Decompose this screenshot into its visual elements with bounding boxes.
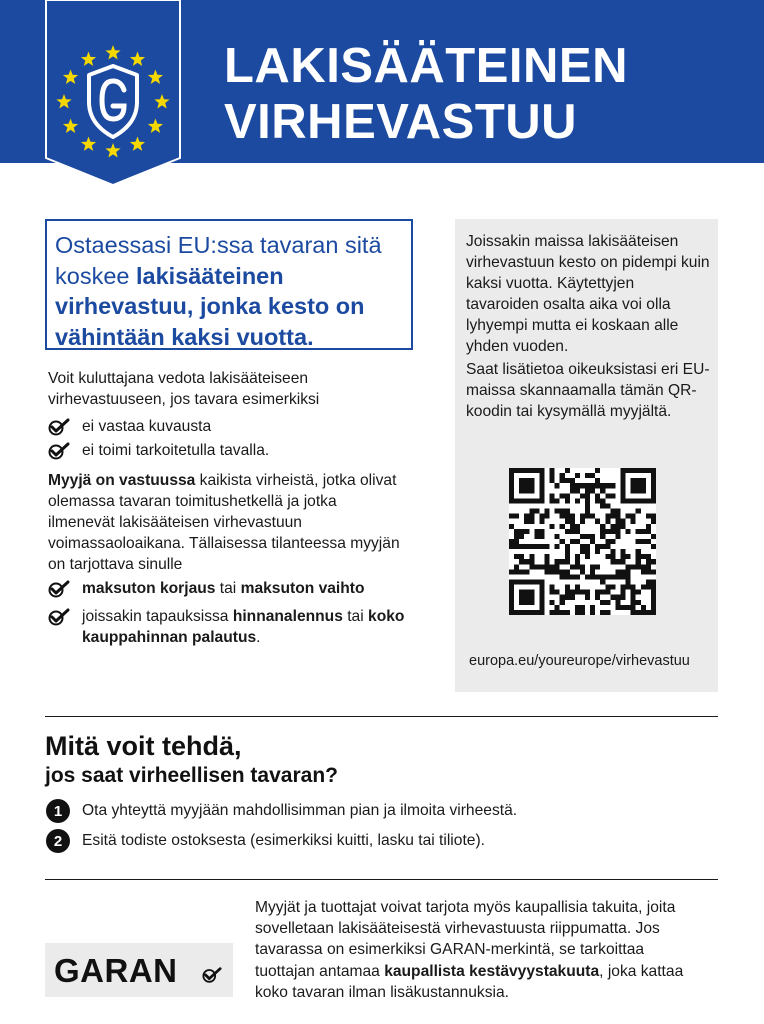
guarantee-bold: kaupallista kestävyystakuuta (384, 962, 600, 980)
consumer-paragraph: Voit kuluttajana vedota lakisääteiseen virhevastuuseen, jos tavara esimerkiksi (48, 370, 320, 408)
step-text: Ota yhteyttä myyjään mahdollisimman pian ja ilmoita virheestä. (82, 802, 518, 819)
sidebar-more-info-paragraph: Saat lisätietoa oikeuksistasi eri EU-maissa skannaamalla tämän QR-koodin tai kysymällä myyjältä. (466, 361, 710, 420)
page-title (224, 38, 628, 150)
check-item-1 (48, 416, 211, 437)
refund-bold: koko kauppahinnan palautus (82, 608, 405, 646)
divider (45, 879, 718, 880)
price-reduction-bold: hinnanalennus (232, 608, 343, 625)
checkmark-icon (48, 442, 70, 460)
section-subheading: jos saat virheellisen tavaran? (45, 764, 338, 787)
checkmark-icon (202, 966, 222, 984)
title-line-2: VIRHEVASTUU (224, 95, 578, 149)
title-line-1: LAKISÄÄTEINEN (224, 39, 628, 93)
seller-responsibility-text: kaikista virheistä, jotka olivat olemassa tavaran toimitushetkellä ja jotka ilmenevät lakisääteisen virhevastuun voimassaoloaikana. Tällaisessa tilanteessa myyjän on tarjottava sinulle (48, 472, 400, 573)
info-sidebar (455, 219, 718, 692)
check-item-price (48, 606, 408, 648)
qr-code-icon[interactable] (509, 468, 656, 615)
step-number-badge: 1 (46, 799, 70, 823)
guarantee-text-end: , joka kattaa koko tavaran ilman lisäkustannuksia. (255, 962, 684, 1001)
europa-link[interactable]: europa.eu/youreurope/virhevastuu (469, 653, 690, 669)
price-connector: tai (342, 608, 369, 625)
section-heading: Mitä voit tehdä, (45, 731, 242, 761)
intro-highlight-box (45, 219, 413, 350)
intro-bold-text: lakisääteinen virhevastuu, jonka kesto on vähintään kaksi vuotta. (55, 262, 365, 350)
step-text: Esitä todiste ostoksesta (esimerkiksi kuitti, lasku tai tiliote). (82, 832, 485, 849)
step-1 (46, 799, 517, 823)
garan-logo-text: GARAN (54, 952, 178, 989)
sidebar-duration-paragraph: Joissakin maissa lakisääteisen virhevastuun kesto on pidempi kuin kaksi vuotta. Käytettyjen tavaroiden osalta aika voi olla lyhyempi mutta ei koskaan alle yhden vuoden. (466, 233, 710, 355)
check-item-repair (48, 578, 365, 599)
checkmark-icon (48, 608, 70, 626)
guarantee-text: Myyjät ja tuottajat voivat tarjota myös kaupallisia takuita, joita sovelletaan lakisääteisestä virhevastuusta riippumatta. Jos tavarassa on esimerkiksi GARAN-merkintä, se tarkoittaa tuottajan antamaa (255, 899, 676, 980)
seller-responsibility-bold: Myyjä on vastuussa (48, 472, 196, 489)
checkmark-icon (48, 580, 70, 598)
garan-logo (45, 943, 233, 997)
check-item-label (82, 606, 408, 648)
check-item-label (82, 578, 365, 599)
price-post: . (256, 629, 261, 646)
commercial-guarantee-paragraph (255, 897, 695, 1003)
repair-bold: maksuton korjaus (82, 580, 216, 597)
price-pre: joissakin tapauksissa (82, 608, 233, 625)
checkmark-icon (48, 418, 70, 436)
step-number-badge: 2 (46, 829, 70, 853)
divider (45, 716, 718, 717)
replace-bold: maksuton vaihto (240, 580, 365, 597)
step-2 (46, 829, 485, 853)
check-item-label: ei toimi tarkoitetulla tavalla. (82, 442, 270, 459)
eu-stars-shield-g-icon (45, 0, 181, 185)
seller-responsibility-paragraph (48, 470, 403, 575)
check-item-2 (48, 440, 269, 461)
intro-text: Ostaessasi EU:ssa tavaran sitä koskee (55, 232, 382, 289)
repair-connector: tai (215, 580, 241, 597)
check-item-label: ei vastaa kuvausta (82, 418, 212, 435)
